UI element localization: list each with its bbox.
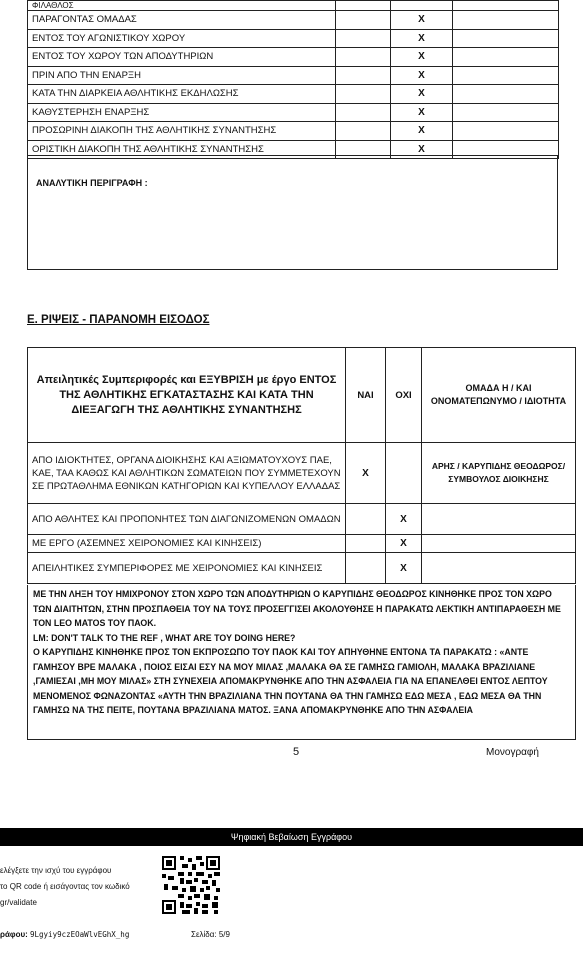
row-label: ΕΝΤΟΣ ΤΟΥ ΑΓΩΝΙΣΤΙΚΟΥ ΧΩΡΟΥ bbox=[28, 29, 336, 48]
table-row bbox=[28, 122, 559, 141]
header-no: ΟΧΙ bbox=[386, 348, 422, 443]
row-label: ΚΑΘΥΣΤΕΡΗΣΗ ΕΝΑΡΞΗΣ bbox=[28, 103, 336, 122]
row-label: ΠΡΟΣΩΡΙΝΗ ΔΙΑΚΟΠΗ ΤΗΣ ΑΘΛΗΤΙΚΗΣ ΣΥΝΑΝΤΗΣΗΣ bbox=[28, 122, 336, 141]
check-mark: X bbox=[391, 48, 453, 67]
yes-mark bbox=[346, 535, 386, 553]
yes-mark bbox=[346, 504, 386, 535]
footer-line: gr/validate bbox=[0, 898, 37, 907]
row-label: ΚΑΤΑ ΤΗΝ ΔΙΑΡΚΕΙΑ ΑΘΛΗΤΙΚΗΣ ΕΚΔΗΛΩΣΗΣ bbox=[28, 85, 336, 104]
check-mark: X bbox=[391, 29, 453, 48]
footer-page-label: Σελίδα: 5/9 bbox=[191, 930, 230, 939]
narrative-paragraph: ΜΕ ΤΗΝ ΛΗΞΗ ΤΟΥ ΗΜΙΧΡΟΝΟΥ ΣΤΟΝ ΧΩΡΟ ΤΩΝ ΑΠΟΔΥΤΗΡΙΩΝ Ο ΚΑΡΥΠΙΔΗΣ ΘΕΟΔΩΡΟΣ ΚΙΝΗΘΗΚΕ ΠΡΟΣ ΤΟΝ ΧΩΡΟ ΤΩΝ ΔΙΑΙΤΗΤΩΝ, ΣΤΗΝ ΠΡΟΣΠΑΘΕΙΑ ΤΟΥ ΝΑ ΤΟΥΣ ΠΡΟΣΕΓΓΙΣΕΙ ΑΚΟΛΟΥΘΗΣΕ Η ΠΑΡΑΚΑΤΩ ΛΕΚΤΙΚΗ ΑΝΤΙΠΑΡΑΘΕΣΗ ΜΕ ΤΟΝ LEO MATOS ΤΟΥ ΠΑΟΚ. bbox=[33, 589, 561, 628]
table-row bbox=[28, 443, 576, 504]
footer-line: ελέγξετε την ισχύ του εγγράφου bbox=[0, 866, 112, 875]
header-yes: ΝΑΙ bbox=[346, 348, 386, 443]
row-label: ΜΕ ΕΡΓΟ (ΑΣΕΜΝΕΣ ΧΕΙΡΟΝΟΜΙΕΣ ΚΑΙ ΚΙΝΗΣΕΙΣ) bbox=[28, 535, 346, 553]
footer-bar-title: Ψηφιακή Βεβαίωση Εγγράφου bbox=[0, 828, 583, 846]
check-mark: X bbox=[391, 122, 453, 141]
row-label: ΠΑΡΑΓΟΝΤΑΣ ΟΜΑΔΑΣ bbox=[28, 11, 336, 30]
description-label: ΑΝΑΛΥΤΙΚΗ ΠΕΡΙΓΡΑΦΗ : bbox=[36, 178, 148, 188]
row-label: ΟΡΙΣΤΙΚΗ ΔΙΑΚΟΠΗ ΤΗΣ ΑΘΛΗΤΙΚΗΣ ΣΥΝΑΝΤΗΣΗΣ bbox=[28, 140, 336, 159]
yes-mark bbox=[346, 553, 386, 584]
no-mark: X bbox=[386, 553, 422, 584]
no-mark bbox=[386, 443, 422, 504]
header-main: Απειλητικές Συμπεριφορές και ΕΞΥΒΡΙΣΗ με έργο ΕΝΤΟΣ ΤΗΣ ΑΘΛΗΤΙΚΗΣ ΕΓΚΑΤΑΣΤΑΣΗΣ ΚΑΙ ΚΑΤΑ ΤΗΝ ΔΙΕΞΑΓΩΓΗ ΤΗΣ ΑΘΛΗΤΙΚΗΣ ΣΥΝΑΝΤΗΣΗΣ bbox=[28, 348, 346, 443]
row-label: ΑΠΕΙΛΗΤΙΚΕΣ ΣΥΜΠΕΡΙΦΟΡΕΣ ΜΕ ΧΕΙΡΟΝΟΜΙΕΣ ΚΑΙ ΚΙΝΗΣΕΙΣ bbox=[28, 553, 346, 584]
narrative-paragraph: Ο ΚΑΡΥΠΙΔΗΣ ΚΙΝΗΘΗΚΕ ΠΡΟΣ ΤΟΝ ΕΚΠΡΟΣΩΠΟ ΤΟΥ ΠΑΟΚ ΚΑΙ ΤΟΥ ΑΠΗΥΘΗΝΕ ΕΝΤΟΝΑ ΤΑ ΠΑΡΑΚΑΤΩ : «ΑΝΤΕ ΓΑΜΗΣΟΥ ΒΡΕ ΜΑΛΑΚΑ , ΠΟΙΟΣ ΕΙΣΑΙ ΕΣΥ ΝΑ ΜΟΥ ΜΙΛΑΣ ,ΜΑΛΑΚΑ ΘΑ ΣΕ ΓΑΜΗΣΩ ΓΑΜΙΟΛΗ, ΜΑΛΑΚΑ ΒΡΑΖΙΛΙΑΝΕ ,ΓΑΜΙΕΣΑΙ ,ΜΗ ΜΟΥ ΜΙΛΑΣ» ΣΤΗ ΣΥΝΕΧΕΙΑ ΑΠΟΜΑΚΡΥΝΘΗΚΕ ΑΠΟ ΤΗΝ ΑΣΦΑΛΕΙΑ ΓΙΑ ΝΑ ΕΠΑΝΕΛΘΕΙ ΕΝΤΟΣ ΛΕΠΤΟΥ ΜΕΝΟΜΕΝΟΣ ΦΩΝΑΖΟΝΤΑΣ «ΑΥΤΗ ΤΗΝ ΒΡΑΖΙΛΙΑΝΑ ΤΗΝ ΠΟΥΤΑΝΑ ΘΑ ΤΗΝ ΓΑΜΗΣΩ ΕΔΩ ΜΕΣΑ , ΕΔΩ ΜΕΣΑ ΘΑ ΤΗΝ ΓΑΜΗΣΩ ΝΑ ΤΗΣ ΠΕΙΤΕ, ΠΟΥΤΑΝΑ ΒΡΑΖΙΛΙΑΝΑ ΜΑΤΟΣ. ΞΑΝΑ ΑΠΟΜΑΚΡΥΝΘΗΚΕ ΑΠΟ ΤΗΝ ΑΣΦΑΛΕΙΑ bbox=[33, 647, 548, 715]
row-label: ΠΡΙΝ ΑΠΟ ΤΗΝ ΕΝΑΡΞΗ bbox=[28, 66, 336, 85]
row-label: ΑΠΟ ΙΔΙΟΚΤΗΤΕΣ, ΟΡΓΑΝΑ ΔΙΟΙΚΗΣΗΣ ΚΑΙ ΑΞΙΩΜΑΤΟΥΧΟΥΣ ΠΑΕ, ΚΑΕ, ΤΑΑ ΚΑΘΩΣ ΚΑΙ ΑΘΛΗΤΙΚΩΝ ΣΩΜΑΤΕΙΩΝ ΠΟΥ ΣΥΜΜΕΤΕΧΟΥΝ ΣΕ ΠΡΩΤΑΘΛΗΜΑ ΕΘΝΙΚΩΝ ΚΑΤΗΓΟΡΙΩΝ ΚΑΙ ΚΥΠΕΛΛΟΥ ΕΛΛΑΔΑΣ bbox=[28, 443, 346, 504]
check-mark: X bbox=[391, 11, 453, 30]
narrative-paragraph: LM: DON'T TALK TO THE REF , WHAT ARE TOY DOING HERE? bbox=[33, 632, 296, 643]
footer-code-value: 9Lgyiy9czEOaWlvEGhX_hg bbox=[30, 930, 130, 939]
footer-line: το QR code ή εισάγοντας τον κωδικό bbox=[0, 882, 130, 891]
row-label: ΕΝΤΟΣ ΤΟΥ ΧΩΡΟΥ ΤΩΝ ΑΠΟΔΥΤΗΡΙΩΝ bbox=[28, 48, 336, 67]
behaviour-table bbox=[27, 347, 576, 584]
table-row bbox=[28, 1, 559, 11]
signature-label: Μονογραφή bbox=[486, 747, 539, 758]
qr-code-icon bbox=[162, 856, 220, 914]
section-title: Ε. ΡΙΨΕΙΣ - ΠΑΡΑΝΟΜΗ ΕΙΣΟΔΟΣ bbox=[27, 314, 210, 326]
description-box bbox=[27, 155, 558, 270]
row-label: ΦΙΛΑΘΛΟΣ bbox=[28, 1, 336, 11]
header-group: ΟΜΑΔΑ Η / ΚΑΙ ΟΝΟΜΑΤΕΠΩΝΥΜΟ / ΙΔΙΟΤΗΤΑ bbox=[422, 348, 576, 443]
group-value bbox=[422, 504, 576, 535]
no-mark: X bbox=[386, 535, 422, 553]
yes-mark: X bbox=[346, 443, 386, 504]
group-value bbox=[422, 553, 576, 584]
table-row bbox=[28, 11, 559, 30]
check-mark: X bbox=[391, 85, 453, 104]
table-row bbox=[28, 29, 559, 48]
table-row bbox=[28, 535, 576, 553]
incident-checklist-table bbox=[27, 0, 559, 159]
table-row bbox=[28, 66, 559, 85]
table-row bbox=[28, 85, 559, 104]
no-mark: X bbox=[386, 504, 422, 535]
check-mark: X bbox=[391, 140, 453, 159]
table-row bbox=[28, 504, 576, 535]
row-label: ΑΠΟ ΑΘΛΗΤΕΣ ΚΑΙ ΠΡΟΠΟΝΗΤΕΣ ΤΩΝ ΔΙΑΓΩΝΙΖΟΜΕΝΩΝ ΟΜΑΔΩΝ bbox=[28, 504, 346, 535]
table-row bbox=[28, 48, 559, 67]
page-number: 5 bbox=[293, 746, 300, 758]
table-row bbox=[28, 103, 559, 122]
check-mark: X bbox=[391, 103, 453, 122]
table-header-row bbox=[28, 348, 576, 443]
check-mark: X bbox=[391, 66, 453, 85]
table-row bbox=[28, 553, 576, 584]
group-value: ΑΡΗΣ / ΚΑΡΥΠΙΔΗΣ ΘΕΟΔΩΡΟΣ/ΣΥΜΒΟΥΛΟΣ ΔΙΟΙΚΗΣΗΣ bbox=[422, 443, 576, 504]
group-value bbox=[422, 535, 576, 553]
footer-code-label: ράφου: bbox=[0, 930, 28, 939]
narrative-box bbox=[27, 585, 576, 740]
